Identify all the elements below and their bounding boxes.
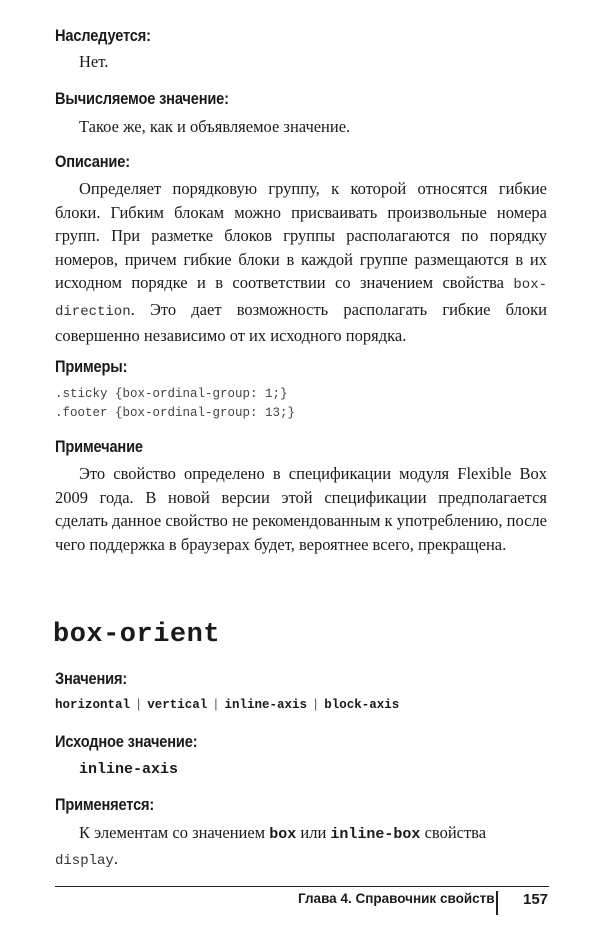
separator: | bbox=[214, 697, 218, 711]
computed-value-heading: Вычисляемое значение: bbox=[55, 89, 229, 108]
applies-text-end: . bbox=[113, 848, 118, 868]
applies-text-2: или bbox=[296, 823, 331, 842]
applies-text-3: свойства bbox=[420, 823, 487, 842]
value-horizontal: horizontal bbox=[55, 698, 131, 712]
chapter-label: Глава 4. Справочник свойств bbox=[298, 891, 495, 906]
values-list bbox=[55, 697, 399, 712]
applies-text-1: К элементам со значением bbox=[79, 823, 270, 842]
example-code-line-1: .sticky {box-ordinal-group: 1;} bbox=[55, 387, 288, 401]
inherited-heading: Наследуется: bbox=[55, 26, 151, 45]
separator: | bbox=[314, 697, 318, 711]
examples-heading: Примеры: bbox=[55, 357, 128, 376]
applies-code-display: display bbox=[55, 852, 114, 869]
note-heading: Примечание bbox=[55, 437, 143, 456]
description-text-1: Определяет порядковую группу, к которой относятся гибкие блоки. Гибким блокам можно присваивать произвольные номера групп. При разметке блоков группы располагаются по порядку номеров, причем гибкие блоки в каждой группе размещаются в их исходном порядке и в соответствии со значением свойства bbox=[55, 179, 547, 292]
applies-to-heading: Применяется: bbox=[55, 795, 155, 814]
applies-code-box: box bbox=[269, 826, 297, 843]
values-heading: Значения: bbox=[55, 669, 128, 688]
applies-to-text bbox=[55, 821, 547, 873]
separator: | bbox=[137, 697, 141, 711]
value-block-axis: block-axis bbox=[324, 698, 400, 712]
value-inline-axis: inline-axis bbox=[224, 698, 308, 712]
description-code: box-direction bbox=[55, 277, 547, 320]
footer-rule bbox=[55, 886, 549, 887]
description-heading: Описание: bbox=[55, 152, 130, 171]
inherited-value: Нет. bbox=[79, 52, 109, 71]
initial-value-heading: Исходное значение: bbox=[55, 732, 198, 751]
initial-value: inline-axis bbox=[79, 761, 179, 778]
example-code-line-2: .footer {box-ordinal-group: 13;} bbox=[55, 406, 296, 420]
property-title: box-orient bbox=[53, 620, 221, 650]
value-vertical: vertical bbox=[147, 698, 208, 712]
footer-divider bbox=[496, 891, 498, 915]
computed-value-text: Такое же, как и объявляемое значение. bbox=[79, 117, 351, 136]
note-text: Это свойство определено в спецификации модуля Flexible Box 2009 года. В новой версии этой спецификации предполагается сделать данное свойство не рекомендованным к употреблению, после чего поддержка в браузерах будет, вероятнее всего, прекращена. bbox=[55, 464, 547, 554]
description-paragraph bbox=[55, 177, 547, 348]
page-number: 157 bbox=[523, 891, 549, 908]
description-text-2: . Это дает возможность располагать гибкие блоки совершенно независимо от их исходного порядка. bbox=[55, 299, 547, 345]
applies-code-inline-box: inline-box bbox=[330, 826, 421, 843]
